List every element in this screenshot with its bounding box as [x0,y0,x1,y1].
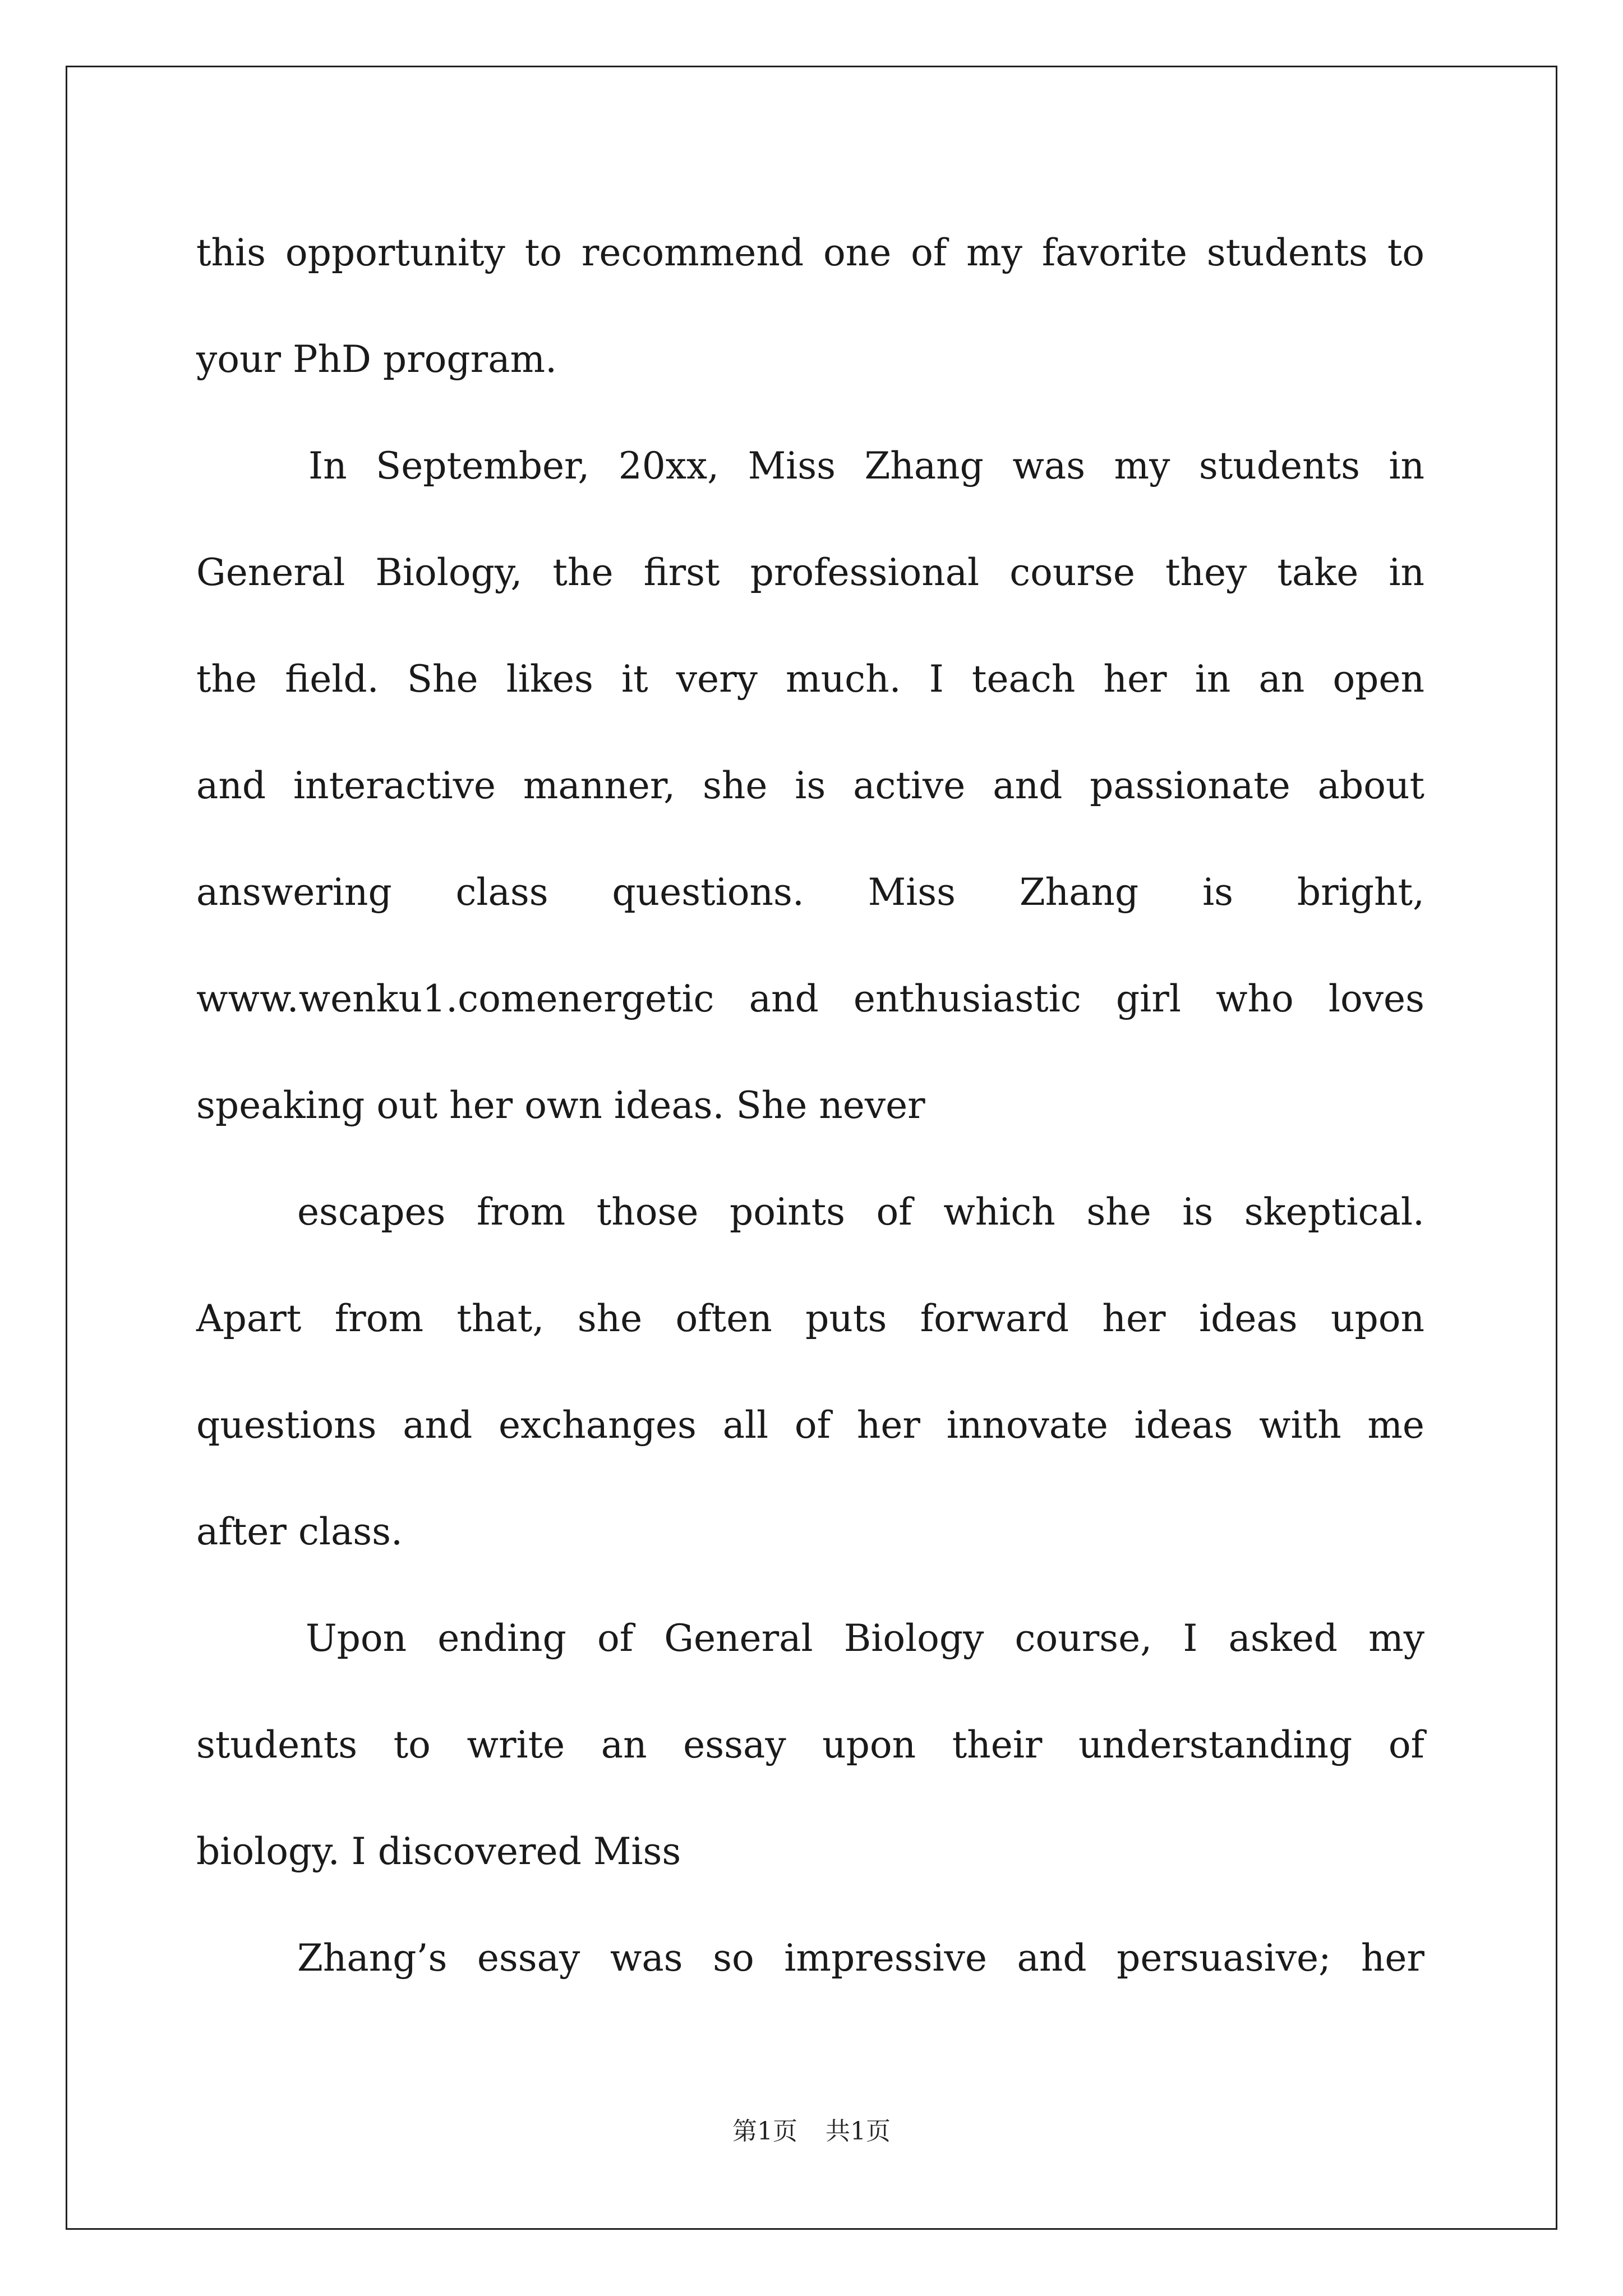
text-line: and interactive manner, she is active and passionate about [196,764,1424,807]
text-line: Apart from that, she often puts forward her ideas upon [196,1297,1424,1340]
text-line: after class. [196,1510,403,1553]
text-line: your PhD program. [196,338,557,381]
text-line: In September, 20xx, Miss Zhang was my students in [308,444,1424,487]
text-line: www.wenku1.comenergetic and enthusiastic girl who loves [196,977,1424,1020]
text-line: students to write an essay upon their understanding of [196,1723,1424,1766]
page-total: 共1页 [826,2117,891,2146]
text-line: Zhang’s essay was so impressive and persuasive; her [297,1936,1424,1980]
text-line: biology. I discovered Miss [196,1830,681,1873]
page-number: 第1页 [732,2117,797,2146]
text-line: speaking out her own ideas. She never [196,1084,925,1127]
text-line: General Biology, the first professional course they take in [196,551,1424,594]
text-line: answering class questions. Miss Zhang is bright, [196,871,1424,914]
text-line: Upon ending of General Biology course, I asked my [306,1617,1424,1660]
text-line: the field. She likes it very much. I teach her in an open [196,657,1424,701]
text-line: escapes from those points of which she is skeptical. [297,1190,1424,1234]
text-line: questions and exchanges all of her innovate ideas with me [196,1404,1424,1447]
page-footer [0,2115,1623,2148]
text-line: this opportunity to recommend one of my favorite students to [196,231,1424,274]
